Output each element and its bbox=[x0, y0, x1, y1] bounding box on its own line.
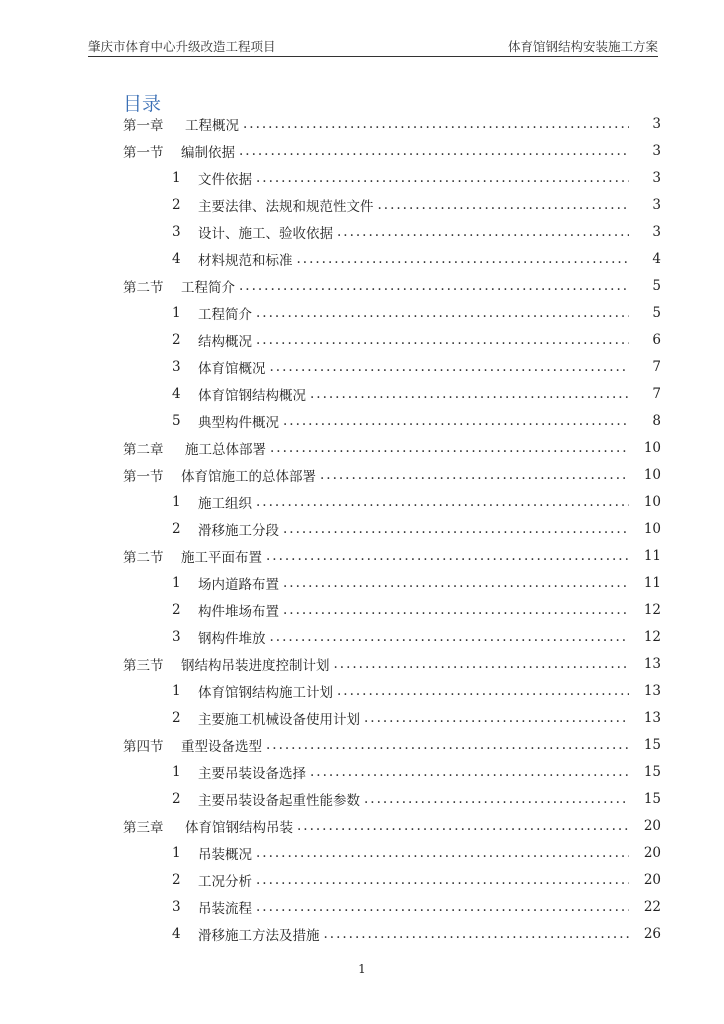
toc-entry-page: 3 bbox=[652, 196, 661, 213]
toc-leader-dots bbox=[337, 683, 629, 699]
toc-entry[interactable] bbox=[123, 839, 661, 866]
toc-entry-label: 体育馆钢结构概况 bbox=[198, 387, 306, 404]
toc-entry-number: 第一节 bbox=[123, 468, 164, 485]
toc-entry-label: 体育馆施工的总体部署 bbox=[181, 468, 316, 485]
toc-entry[interactable] bbox=[123, 893, 661, 920]
toc-entry[interactable] bbox=[123, 758, 661, 785]
toc-entry[interactable] bbox=[123, 785, 661, 812]
toc-entry-label: 滑移施工方法及措施 bbox=[198, 927, 320, 944]
toc-entry-page: 10 bbox=[643, 493, 661, 510]
toc-entry-page: 10 bbox=[643, 466, 661, 483]
toc-entry-page: 7 bbox=[652, 385, 661, 402]
toc-entry-label: 主要施工机械设备使用计划 bbox=[198, 711, 360, 728]
toc-leader-dots bbox=[256, 899, 629, 915]
toc-entry[interactable] bbox=[123, 623, 661, 650]
toc-leader-dots bbox=[239, 143, 629, 159]
toc-entry[interactable] bbox=[123, 731, 661, 758]
toc-entry[interactable] bbox=[123, 569, 661, 596]
toc-entry-number: 3 bbox=[172, 628, 181, 645]
toc-entry-page: 12 bbox=[643, 601, 661, 618]
page-number: 1 bbox=[358, 962, 366, 976]
toc-leader-dots bbox=[283, 575, 629, 591]
toc-leader-dots bbox=[270, 629, 630, 645]
toc-entry-number: 1 bbox=[172, 169, 181, 186]
toc-leader-dots bbox=[283, 413, 629, 429]
header-document-title: 体育馆钢结构安装施工方案 bbox=[507, 39, 658, 54]
toc-entry-label: 施工组织 bbox=[198, 495, 252, 512]
toc-entry-page: 15 bbox=[643, 736, 661, 753]
toc-entry-label: 重型设备选型 bbox=[181, 738, 262, 755]
toc-leader-dots bbox=[297, 251, 630, 267]
toc-entry[interactable] bbox=[123, 164, 661, 191]
toc-leader-dots bbox=[337, 224, 629, 240]
toc-entry-page: 10 bbox=[643, 520, 661, 537]
toc-entry[interactable] bbox=[123, 812, 661, 839]
toc-leader-dots bbox=[256, 305, 629, 321]
toc-leader-dots bbox=[297, 818, 629, 834]
toc-leader-dots bbox=[310, 764, 629, 780]
toc-entry-number: 3 bbox=[172, 898, 181, 915]
toc-entry[interactable] bbox=[123, 650, 661, 677]
toc-entry-number: 1 bbox=[172, 763, 181, 780]
toc-entry-page: 20 bbox=[643, 844, 661, 861]
toc-entry[interactable] bbox=[123, 191, 661, 218]
toc-entry[interactable] bbox=[123, 407, 661, 434]
toc-entry[interactable] bbox=[123, 866, 661, 893]
toc-leader-dots bbox=[243, 116, 629, 132]
toc-entry-number: 第二章 bbox=[123, 441, 164, 458]
toc-leader-dots bbox=[256, 170, 629, 186]
toc-entry[interactable] bbox=[123, 542, 661, 569]
toc-leader-dots bbox=[283, 521, 629, 537]
toc-entry-page: 5 bbox=[652, 304, 661, 321]
toc-entry-page: 20 bbox=[643, 871, 661, 888]
toc-leader-dots bbox=[364, 710, 629, 726]
toc-entry-page: 7 bbox=[652, 358, 661, 375]
toc-entry-label: 体育馆钢结构施工计划 bbox=[198, 684, 333, 701]
toc-leader-dots bbox=[270, 440, 629, 456]
toc-entry-label: 工程概况 bbox=[185, 117, 239, 134]
toc-entry-label: 材料规范和标准 bbox=[198, 252, 293, 269]
toc-entry-number: 2 bbox=[172, 709, 181, 726]
toc-leader-dots bbox=[256, 872, 629, 888]
toc-entry-number: 第三章 bbox=[123, 819, 164, 836]
toc-entry[interactable] bbox=[123, 353, 661, 380]
toc-entry-label: 主要吊装设备起重性能参数 bbox=[198, 792, 360, 809]
toc-entry-label: 吊装流程 bbox=[198, 900, 252, 917]
toc-entry[interactable] bbox=[123, 272, 661, 299]
toc-entry-label: 主要法律、法规和规范性文件 bbox=[198, 198, 374, 215]
toc-entry-number: 第二节 bbox=[123, 279, 164, 296]
toc-entry-number: 第一章 bbox=[123, 117, 164, 134]
toc-entry-label: 吊装概况 bbox=[198, 846, 252, 863]
page-header bbox=[88, 36, 658, 57]
toc-entry-number: 1 bbox=[172, 682, 181, 699]
toc-leader-dots bbox=[320, 467, 629, 483]
toc-leader-dots bbox=[310, 386, 629, 402]
toc-entry-page: 4 bbox=[652, 250, 661, 267]
toc-heading: 目录 bbox=[123, 93, 162, 115]
toc-entry-number: 3 bbox=[172, 223, 181, 240]
toc-entry[interactable] bbox=[123, 137, 661, 164]
toc-leader-dots bbox=[256, 845, 629, 861]
toc-entry-number: 2 bbox=[172, 871, 181, 888]
toc-entry-label: 编制依据 bbox=[181, 144, 235, 161]
toc-entry-label: 工程简介 bbox=[181, 279, 235, 296]
toc-leader-dots bbox=[270, 359, 630, 375]
toc-entry-label: 体育馆概况 bbox=[198, 360, 266, 377]
toc-entry-page: 12 bbox=[643, 628, 661, 645]
toc-entry-label: 构件堆场布置 bbox=[198, 603, 279, 620]
toc-entry-page: 11 bbox=[643, 547, 661, 564]
toc-entry-page: 15 bbox=[643, 790, 661, 807]
toc-entry[interactable] bbox=[123, 488, 661, 515]
toc-entry-label: 场内道路布置 bbox=[198, 576, 279, 593]
toc-entry-page: 22 bbox=[643, 898, 661, 915]
toc-leader-dots bbox=[239, 278, 629, 294]
toc-entry[interactable] bbox=[123, 920, 661, 947]
toc-entry-number: 2 bbox=[172, 331, 181, 348]
toc-leader-dots bbox=[364, 791, 629, 807]
toc-entry[interactable] bbox=[123, 245, 661, 272]
toc-entry[interactable] bbox=[123, 515, 661, 542]
toc-entry-page: 3 bbox=[652, 115, 661, 132]
toc-entry-page: 3 bbox=[652, 169, 661, 186]
toc-entry-number: 第二节 bbox=[123, 549, 164, 566]
toc-entry-number: 5 bbox=[172, 412, 181, 429]
toc-leader-dots bbox=[266, 548, 629, 564]
toc-entry[interactable] bbox=[123, 596, 661, 623]
toc-leader-dots bbox=[334, 656, 630, 672]
toc-entry[interactable] bbox=[123, 218, 661, 245]
toc-entry-label: 设计、施工、验收依据 bbox=[198, 225, 333, 242]
toc-entry-label: 工程简介 bbox=[198, 306, 252, 323]
toc-leader-dots bbox=[324, 926, 630, 942]
toc-entry-number: 1 bbox=[172, 574, 181, 591]
toc-entry-number: 1 bbox=[172, 844, 181, 861]
toc-entry-number: 4 bbox=[172, 385, 181, 402]
toc-entry-number: 2 bbox=[172, 196, 181, 213]
toc-entry-page: 5 bbox=[652, 277, 661, 294]
toc-entry-number: 第三节 bbox=[123, 657, 164, 674]
toc-leader-dots bbox=[266, 737, 629, 753]
toc-entry[interactable] bbox=[123, 704, 661, 731]
toc-entry-number: 1 bbox=[172, 304, 181, 321]
toc-entry-number: 第一节 bbox=[123, 144, 164, 161]
toc-leader-dots bbox=[256, 494, 629, 510]
toc-entry-page: 11 bbox=[643, 574, 661, 591]
toc-entry[interactable] bbox=[123, 326, 661, 353]
toc-entry[interactable] bbox=[123, 380, 661, 407]
toc-entry-page: 20 bbox=[643, 817, 661, 834]
toc-entry-number: 1 bbox=[172, 493, 181, 510]
toc-entry-label: 钢构件堆放 bbox=[198, 630, 266, 647]
toc-entry-number: 2 bbox=[172, 520, 181, 537]
toc-entry-page: 26 bbox=[643, 925, 661, 942]
toc-entry-number: 4 bbox=[172, 250, 181, 267]
toc-entry-label: 体育馆钢结构吊装 bbox=[185, 819, 293, 836]
toc-entry-label: 结构概况 bbox=[198, 333, 252, 350]
toc-entry-page: 13 bbox=[643, 655, 661, 672]
toc-entry-page: 3 bbox=[652, 223, 661, 240]
toc-entry-page: 8 bbox=[652, 412, 661, 429]
toc-entry[interactable] bbox=[123, 110, 661, 137]
toc-entry[interactable] bbox=[123, 299, 661, 326]
toc-entry-page: 3 bbox=[652, 142, 661, 159]
toc-entry[interactable] bbox=[123, 461, 661, 488]
toc-entry-number: 2 bbox=[172, 601, 181, 618]
toc-entry-label: 典型构件概况 bbox=[198, 414, 279, 431]
toc-entry-label: 钢结构吊装进度控制计划 bbox=[181, 657, 330, 674]
toc-entry-number: 第四节 bbox=[123, 738, 164, 755]
toc-entry-label: 滑移施工分段 bbox=[198, 522, 279, 539]
toc-entry-label: 施工平面布置 bbox=[181, 549, 262, 566]
toc-entry-number: 3 bbox=[172, 358, 181, 375]
table-of-contents bbox=[123, 110, 661, 947]
toc-entry-page: 13 bbox=[643, 682, 661, 699]
toc-entry-label: 文件依据 bbox=[198, 171, 252, 188]
toc-entry[interactable] bbox=[123, 434, 661, 461]
toc-entry-number: 2 bbox=[172, 790, 181, 807]
toc-entry-page: 15 bbox=[643, 763, 661, 780]
toc-entry-number: 4 bbox=[172, 925, 181, 942]
toc-leader-dots bbox=[283, 602, 629, 618]
toc-entry-page: 10 bbox=[643, 439, 661, 456]
toc-entry-page: 6 bbox=[652, 331, 661, 348]
toc-entry-label: 工况分析 bbox=[198, 873, 252, 890]
toc-leader-dots bbox=[256, 332, 629, 348]
toc-entry-label: 施工总体部署 bbox=[185, 441, 266, 458]
header-project-name: 肇庆市体育中心升级改造工程项目 bbox=[88, 39, 276, 54]
toc-leader-dots bbox=[378, 197, 630, 213]
toc-entry-label: 主要吊装设备选择 bbox=[198, 765, 306, 782]
toc-entry[interactable] bbox=[123, 677, 661, 704]
toc-entry-page: 13 bbox=[643, 709, 661, 726]
